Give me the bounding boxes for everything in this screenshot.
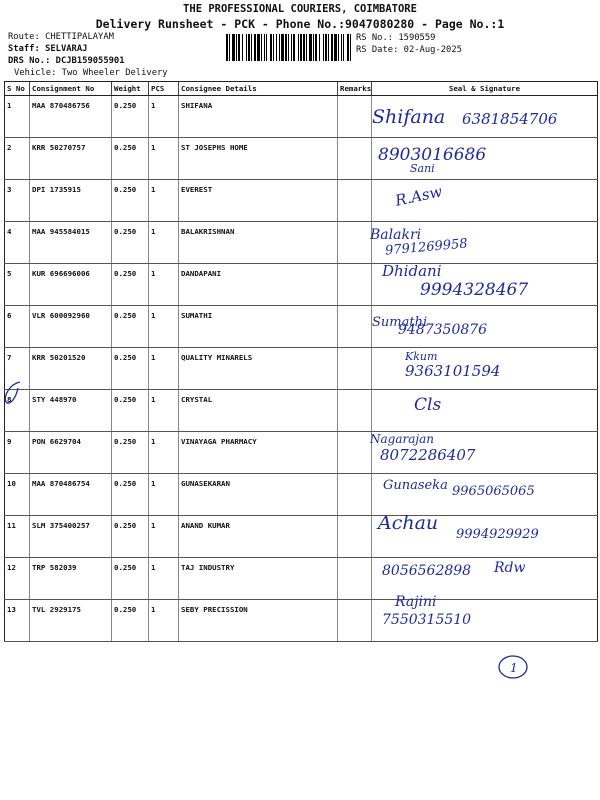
row-consignee: CRYSTAL [179, 390, 338, 432]
row-weight: 0.250 [112, 222, 149, 264]
row-remarks [338, 264, 372, 306]
row-pcs: 1 [149, 432, 179, 474]
row-consignment: MAA 945584015 [30, 222, 112, 264]
row-sno: 5 [5, 264, 30, 306]
row-pcs: 1 [149, 558, 179, 600]
row-remarks [338, 348, 372, 390]
row-weight: 0.250 [112, 96, 149, 138]
signature-13: Rajini [395, 594, 437, 610]
route-label: Route: CHETTIPALAYAM [8, 32, 114, 42]
col-pcs: PCS [149, 82, 179, 96]
col-consignee: Consignee Details [179, 82, 338, 96]
signature-10: Gunaseka [383, 478, 448, 493]
row-remarks [338, 96, 372, 138]
col-remarks: Remarks [338, 82, 372, 96]
runsheet-title: Delivery Runsheet - PCK - Phone No.:9047080280 - Page No.:1 [95, 17, 505, 31]
row-pcs: 1 [149, 180, 179, 222]
handwritten-phone-11: 9994929929 [456, 527, 539, 542]
drs-number: DRS No.: DCJB159055901 [8, 56, 125, 66]
row-weight: 0.250 [112, 558, 149, 600]
row-consignee: ANAND KUMAR [179, 516, 338, 558]
handwritten-phone-12: 8056562898 [382, 563, 472, 579]
row-signature [372, 390, 598, 432]
row-consignee: EVEREST [179, 180, 338, 222]
table-row [5, 600, 598, 642]
handwritten-phone-13: 7550315510 [382, 612, 472, 628]
row-consignment: TRP 582039 [30, 558, 112, 600]
row-sno: 7 [5, 348, 30, 390]
col-weight: Weight [112, 82, 149, 96]
row-weight: 0.250 [112, 264, 149, 306]
row-sno: 2 [5, 138, 30, 180]
handwritten-phone-1: 6381854706 [462, 110, 558, 128]
barcode [226, 34, 352, 61]
row-sno: 1 [5, 96, 30, 138]
row-pcs: 1 [149, 516, 179, 558]
row-weight: 0.250 [112, 516, 149, 558]
row-consignment: STY 448970 [30, 390, 112, 432]
row-consignment: MAA 870486754 [30, 474, 112, 516]
signature-7: Kkum [405, 350, 438, 363]
row-consignee: VINAYAGA PHARMACY [179, 432, 338, 474]
table-row [5, 432, 598, 474]
signature-9: Nagarajan [370, 432, 434, 446]
row-remarks [338, 516, 372, 558]
row-weight: 0.250 [112, 390, 149, 432]
row-remarks [338, 306, 372, 348]
row-consignee: SHIFANA [179, 96, 338, 138]
row-weight: 0.250 [112, 474, 149, 516]
row-sno: 12 [5, 558, 30, 600]
staff-label: Staff: SELVARAJ [8, 44, 88, 54]
signature-6: Sumathi [372, 315, 428, 330]
col-signature: Seal & Signature [372, 82, 598, 96]
row-consignee: SEBY PRECISSION [179, 600, 338, 642]
col-consignment: Consignment No [30, 82, 112, 96]
row-weight: 0.250 [112, 306, 149, 348]
runsheet-table [4, 81, 598, 642]
row-weight: 0.250 [112, 432, 149, 474]
row-consignee: GUNASEKARAN [179, 474, 338, 516]
handwritten-phone-10: 9965065065 [452, 484, 535, 499]
row-consignee: TAJ INDUSTRY [179, 558, 338, 600]
row-remarks [338, 474, 372, 516]
row-pcs: 1 [149, 222, 179, 264]
signature-4: Balakri [370, 227, 422, 243]
row-remarks [338, 180, 372, 222]
row-consignment: PON 6629704 [30, 432, 112, 474]
row-remarks [338, 222, 372, 264]
row-sno: 6 [5, 306, 30, 348]
signature-1: Shifana [372, 106, 446, 128]
row-pcs: 1 [149, 600, 179, 642]
company-name: THE PROFESSIONAL COURIERS, COIMBATORE [183, 3, 417, 15]
handwritten-phone-2: 8903016686 [378, 145, 487, 165]
row-consignment: KUR 696696006 [30, 264, 112, 306]
signature-3: R.Asw [393, 182, 444, 210]
row-consignee: DANDAPANI [179, 264, 338, 306]
row-consignment: DPI 1735915 [30, 180, 112, 222]
handwritten-phone-7: 9363101594 [405, 362, 501, 380]
row-sno: 10 [5, 474, 30, 516]
signature-11: Achau [378, 512, 439, 534]
vehicle-label: Vehicle: Two Wheeler Delivery [14, 68, 168, 78]
row-consignment: SLM 375400257 [30, 516, 112, 558]
row-remarks [338, 600, 372, 642]
col-sno: S No [5, 82, 30, 96]
row-pcs: 1 [149, 348, 179, 390]
handwritten-phone-6: 9487350876 [398, 322, 488, 338]
row-consignee: ST JOSEPHS HOME [179, 138, 338, 180]
table-row [5, 222, 598, 264]
handwritten-phone-4: 9791269958 [384, 236, 469, 259]
row-sno: 13 [5, 600, 30, 642]
signature-12: Rdw [494, 560, 526, 576]
signature-8: Cls [414, 395, 442, 415]
signature-2: Sani [410, 162, 435, 175]
row-remarks [338, 432, 372, 474]
row-weight: 0.250 [112, 180, 149, 222]
row-sno: 9 [5, 432, 30, 474]
signature-5: Dhidani [382, 262, 442, 280]
table-header-row [5, 82, 598, 96]
row-sno: 8 [5, 390, 30, 432]
row-remarks [338, 138, 372, 180]
rs-number: RS No.: 1590559 [356, 33, 436, 43]
row-consignment: VLR 600092960 [30, 306, 112, 348]
handwritten-phone-5: 9994328467 [420, 280, 529, 300]
row-consignee: QUALITY MINARELS [179, 348, 338, 390]
row-pcs: 1 [149, 138, 179, 180]
row-pcs: 1 [149, 264, 179, 306]
table-row [5, 180, 598, 222]
row-sno: 4 [5, 222, 30, 264]
table-row [5, 306, 598, 348]
row-consignee: SUMATHI [179, 306, 338, 348]
circled-count-text: 1 [510, 661, 518, 675]
row-pcs: 1 [149, 474, 179, 516]
rs-date: RS Date: 02-Aug-2025 [356, 45, 462, 55]
row-pcs: 1 [149, 306, 179, 348]
row-sno: 3 [5, 180, 30, 222]
row-remarks [338, 390, 372, 432]
table-row [5, 390, 598, 432]
row-consignment: KRR 50201520 [30, 348, 112, 390]
row-weight: 0.250 [112, 600, 149, 642]
table-row [5, 348, 598, 390]
row-remarks [338, 558, 372, 600]
row-consignment: KRR 50270757 [30, 138, 112, 180]
row-consignment: MAA 870486756 [30, 96, 112, 138]
row-pcs: 1 [149, 96, 179, 138]
table-row [5, 138, 598, 180]
circled-count [496, 652, 530, 682]
row-consignment: TVL 2929175 [30, 600, 112, 642]
row-sno: 11 [5, 516, 30, 558]
row-weight: 0.250 [112, 138, 149, 180]
row-consignee: BALAKRISHNAN [179, 222, 338, 264]
row-weight: 0.250 [112, 348, 149, 390]
pen-mark-row-8 [0, 370, 30, 410]
handwritten-phone-9: 8072286407 [380, 446, 476, 464]
row-pcs: 1 [149, 390, 179, 432]
